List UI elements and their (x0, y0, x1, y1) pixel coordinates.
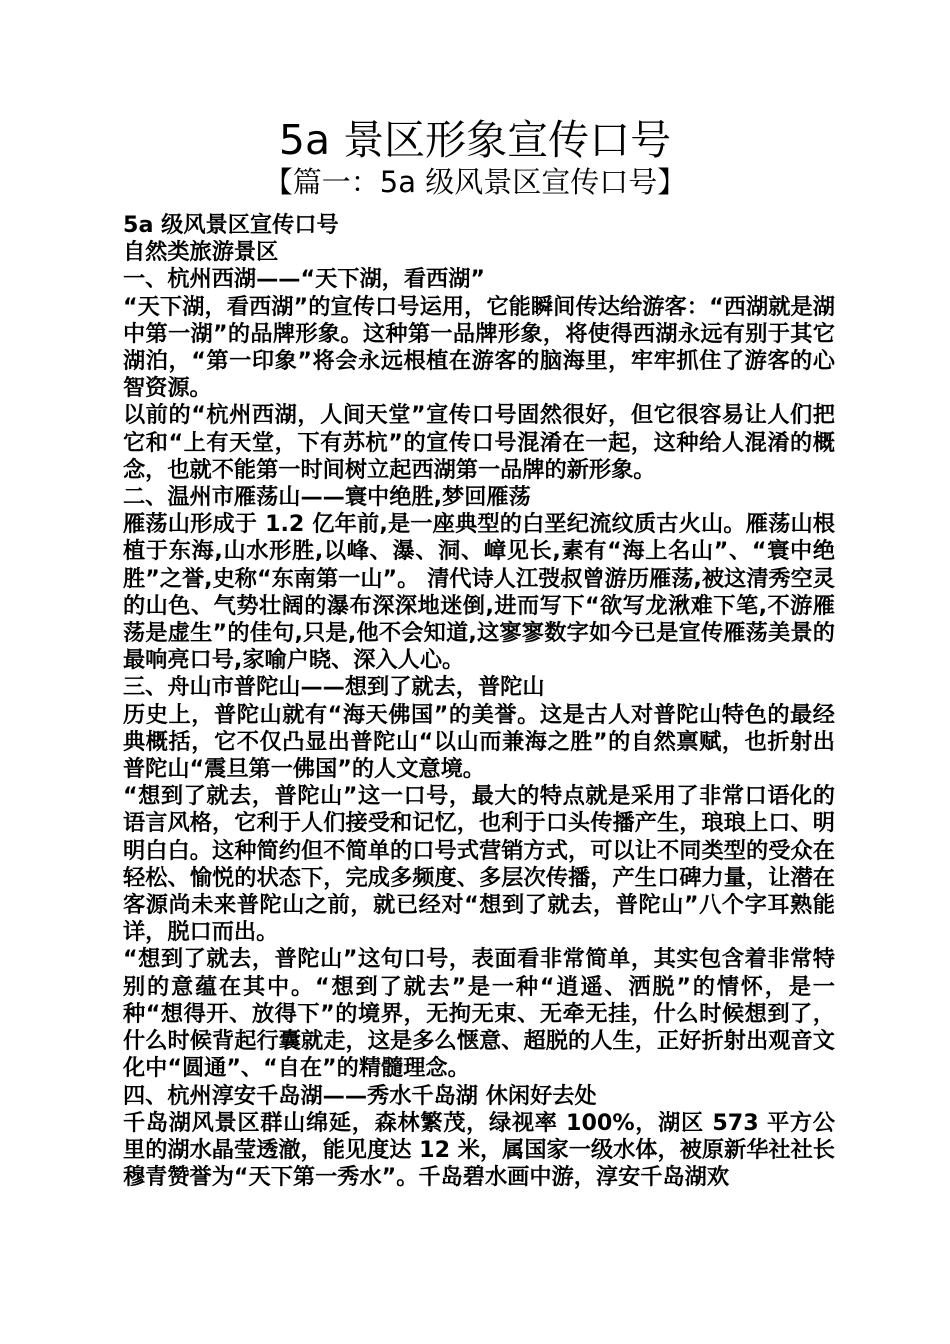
document-title: 5a 景区形象宣传口号 (278, 116, 672, 164)
section-3-paragraph-1: 历史上，普陀山就有“海天佛国”的美誉。这是古人对普陀山特色的最经典概括，它不仅凸显出普陀山“以山而兼海之胜”的自然禀赋，也折射出普陀山“震旦第一佛国”的人文意境。 (123, 701, 835, 783)
section-2-paragraph-1: 雁荡山形成于 1.2 亿年前,是一座典型的白垩纪流纹质古火山。雁荡山根植于东海,山水形胜,以峰、瀑、洞、嶂见长,素有“海上名山”、“寰中绝胜”之誉,史称“东南第一山”。 清代诗人江弢叔曾游历雁荡,被这清秀空灵的山色、气势壮阔的瀑布深深地迷倒,进而写下“欲写龙湫难下笔,不游雁荡是虚生”的佳句,只是,他不会知道,这寥寥数字如今已是宣传雁荡美景的最响亮口号,家喻户晓、深入人心。 (123, 511, 835, 674)
section-4-title: 四、杭州淳安千岛湖——秀水千岛湖 休闲好去处 (123, 1082, 597, 1109)
section-3-paragraph-3: “想到了就去，普陀山”这句口号，表面看非常简单，其实包含着非常特别的意蕴在其中。“想到了就去”是一种“逍遥、洒脱”的情怀，是一种“想得开、放得下”的境界，无拘无束、无牵无挂，什么时候想到了，什么时候背起行囊就走，这是多么惬意、超脱的人生，正好折射出观音文化中“圆通”、“自在”的精髓理念。 (123, 946, 835, 1082)
section-3-paragraph-2: “想到了就去，普陀山”这一口号，最大的特点就是采用了非常口语化的语言风格，它利于人们接受和记忆，也利于口头传播产生，琅琅上口、明明白白。这种简约但不简单的口号式营销方式，可以让不同类型的受众在轻松、愉悦的状态下，完成多频度、多层次传播，产生口碑力量，让潜在客源尚未来普陀山之前，就已经对“想到了就去，普陀山”八个字耳熟能详，脱口而出。 (123, 783, 835, 946)
section-1-title: 一、杭州西湖——“天下湖，看西湖” (123, 266, 485, 293)
section-heading: 5a 级风景区宣传口号 (123, 212, 339, 238)
document-subtitle: 【篇一：5a 级风景区宣传口号】 (263, 165, 687, 199)
document-body (117, 212, 835, 1191)
section-1-paragraph-2: 以前的“杭州西湖，人间天堂”宣传口号固然很好，但它很容易让人们把它和“上有天堂，下有苏杭”的宣传口号混淆在一起，这种给人混淆的概念，也就不能第一时间树立起西湖第一品牌的新形象。 (123, 402, 835, 483)
category-heading: 自然类旅游景区 (123, 239, 279, 266)
section-2-title: 二、温州市雁荡山——寰中绝胜,梦回雁荡 (123, 484, 531, 511)
section-3-title: 三、舟山市普陀山——想到了就去，普陀山 (123, 674, 545, 701)
section-1-paragraph-1: “天下湖，看西湖”的宣传口号运用，它能瞬间传达给游客：“西湖就是湖中第一湖”的品牌形象。这种第一品牌形象，将使得西湖永远有别于其它湖泊，“第一印象”将会永远根植在游客的脑海里，牢牢抓住了游客的心智资源。 (123, 293, 835, 402)
section-4-paragraph-1: 千岛湖风景区群山绵延，森林繁茂，绿视率 100%，湖区 573 平方公里的湖水晶莹透澈，能见度达 12 米，属国家一级水体，被原新华社社长穆青赞誉为“天下第一秀水”。千岛碧水画中游，淳安千岛湖欢 (123, 1109, 835, 1191)
